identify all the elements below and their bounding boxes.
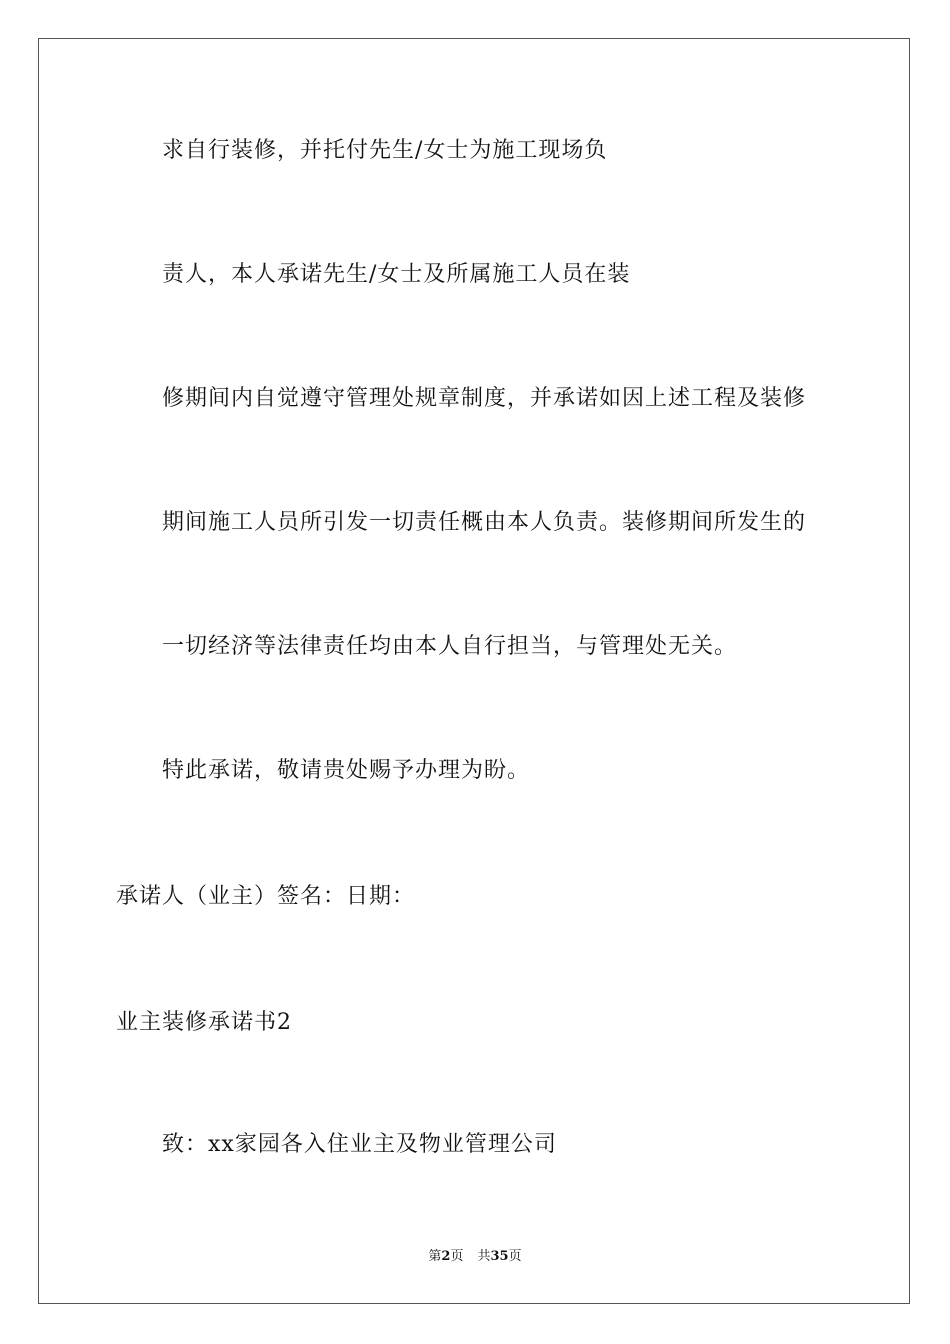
salutation-line: 致：xx家园各入住业主及物业管理公司 <box>162 1132 557 1157</box>
body-paragraph-line: 一切经济等法律责任均由本人自行担当，与管理处无关。 <box>162 634 738 659</box>
page-prefix: 第 <box>428 1249 442 1264</box>
total-suffix: 页 <box>508 1249 522 1264</box>
closing-statement: 特此承诺，敬请贵处赐予办理为盼。 <box>162 758 531 783</box>
page-border <box>38 38 910 1304</box>
body-paragraph-line: 期间施工人员所引发一切责任概由本人负责。装修期间所发生的 <box>162 510 807 535</box>
body-paragraph-line: 修期间内自觉遵守管理处规章制度，并承诺如因上述工程及装修 <box>162 386 807 411</box>
total-pages: 35 <box>490 1249 509 1264</box>
section-title: 业主装修承诺书2 <box>116 1010 292 1035</box>
signature-line: 承诺人（业主）签名：日期： <box>116 884 416 909</box>
total-prefix: 共 <box>477 1249 491 1264</box>
page-suffix: 页 <box>450 1249 464 1264</box>
body-paragraph-line: 责人，本人承诺先生/女士及所属施工人员在装 <box>162 262 631 287</box>
page-number: 2 <box>441 1249 451 1264</box>
body-paragraph-line: 求自行装修，并托付先生/女士为施工现场负 <box>162 138 608 163</box>
page-footer <box>0 1248 950 1266</box>
